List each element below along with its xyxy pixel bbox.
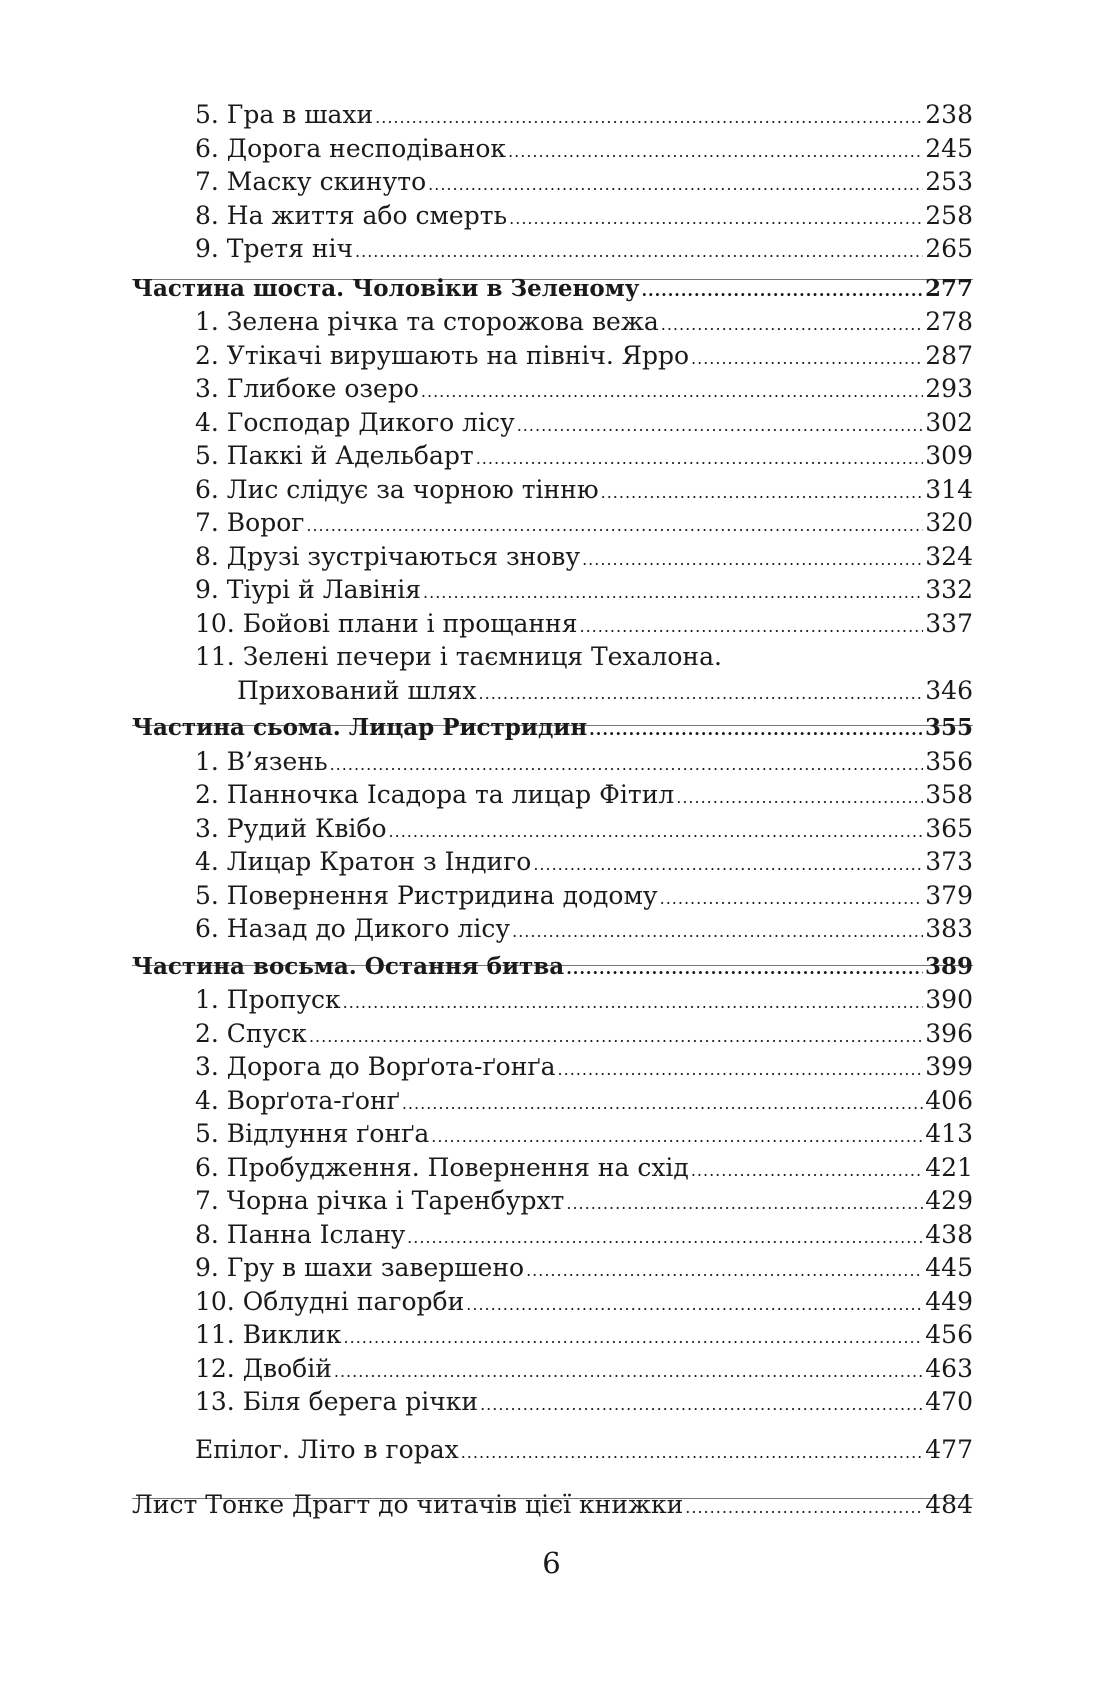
- entry-page: 373: [925, 847, 973, 876]
- dot-leader: [389, 815, 924, 849]
- toc-entry: [132, 1050, 973, 1084]
- entry-page: 356: [925, 746, 973, 776]
- toc-entry: [132, 812, 973, 846]
- entry-title: 4. Господар Дикого лісу: [195, 407, 515, 437]
- entry-page: 287: [925, 340, 973, 370]
- entry-title: 11. Виклик: [195, 1320, 342, 1349]
- entry-page: 438: [925, 1219, 973, 1249]
- dot-leader: [533, 848, 923, 882]
- entry-title: 2. Спуск: [195, 1018, 307, 1048]
- entry-page: 429: [925, 1186, 973, 1215]
- entry-page: 470: [925, 1387, 973, 1416]
- dot-leader: [343, 986, 924, 1020]
- entry-title: Прихований шлях: [237, 675, 477, 705]
- letter-entry: [132, 1488, 973, 1522]
- table-of-contents: [132, 98, 973, 1522]
- toc-entry: [132, 473, 973, 507]
- toc-entry: [132, 1285, 973, 1319]
- entry-title: Лист Тонке Драгт до читачів цієї книжки: [132, 1490, 684, 1519]
- entry-title: 5. Гра в шахи: [195, 100, 374, 129]
- dot-leader: [375, 101, 923, 135]
- part-page: 389: [924, 952, 973, 980]
- entry-page: 358: [925, 780, 973, 809]
- entry-page: 463: [925, 1353, 973, 1383]
- entry-title: 5. Паккі й Адельбарт: [195, 441, 474, 470]
- entry-title: 6. Назад до Дикого лісу: [195, 914, 511, 943]
- page-number: 6: [542, 1546, 561, 1580]
- dot-leader: [691, 342, 923, 376]
- entry-title: 1. Пропуск: [195, 985, 341, 1014]
- toc-entry: [132, 1251, 973, 1285]
- part-title: Частина сьома. Лицар Ристридин: [132, 714, 588, 741]
- dot-leader: [461, 1436, 924, 1470]
- part-page: 355: [924, 714, 973, 741]
- entry-title: 3. Рудий Квібо: [195, 813, 387, 843]
- entry-title: 8. Панна Ісланy: [195, 1219, 406, 1249]
- entry-page: 238: [925, 100, 973, 129]
- dot-leader: [641, 274, 923, 308]
- dot-leader: [509, 202, 923, 236]
- entry-title: 7. Чорна річка і Таренбурхт: [195, 1186, 565, 1215]
- toc-entry: [132, 372, 973, 406]
- toc-entry: [132, 506, 973, 540]
- entry-page: 383: [925, 914, 973, 943]
- entry-title: 8. На життя або смерть: [195, 200, 508, 230]
- toc-entry: [132, 232, 973, 266]
- entry-title: 10. Бойові плани і прощання: [195, 608, 578, 638]
- dot-leader: [421, 375, 923, 409]
- toc-entry: [132, 573, 973, 607]
- dot-leader: [517, 409, 924, 443]
- entry-page: 293: [925, 374, 973, 403]
- dot-leader: [685, 1491, 923, 1525]
- toc-entry: [132, 339, 973, 373]
- entry-title: 4. Лицар Кратон з Індиго: [195, 847, 532, 876]
- dot-leader: [423, 576, 923, 610]
- entry-title: 6. Лис слідує за чорною тінню: [195, 474, 599, 504]
- part-title: Частина шоста. Чоловіки в Зеленому: [132, 274, 640, 302]
- entry-page: 456: [925, 1320, 973, 1349]
- entry-page: 320: [925, 508, 973, 537]
- toc-entry: [132, 1084, 973, 1118]
- toc-entry: [132, 165, 973, 199]
- entry-title: 6. Пробудження. Повернення на схід: [195, 1152, 689, 1182]
- dot-leader: [466, 1288, 923, 1322]
- entry-title: 3. Глибоке озеро: [195, 374, 419, 403]
- dot-leader: [431, 1120, 923, 1154]
- entry-title: 5. Відлуння ґонґа: [195, 1119, 430, 1148]
- entry-page: 421: [925, 1152, 973, 1182]
- entry-title: Епілог. Літо в горах: [195, 1434, 459, 1464]
- dot-leader: [480, 1388, 923, 1422]
- entry-title: 4. Ворґота-ґонґ: [195, 1085, 400, 1115]
- toc-entry: [132, 439, 973, 473]
- entry-page: 302: [925, 407, 973, 437]
- dot-leader: [309, 1020, 923, 1054]
- entry-page: 365: [925, 813, 973, 843]
- entry-page: 337: [925, 608, 973, 638]
- toc-entry: [132, 1352, 973, 1386]
- toc-entry: [132, 1184, 973, 1218]
- dot-leader: [476, 442, 924, 476]
- dot-leader: [479, 677, 924, 711]
- entry-title: 7. Ворог: [195, 508, 305, 537]
- entry-page: 258: [925, 200, 973, 230]
- dot-leader: [334, 1355, 923, 1389]
- entry-page: 477: [925, 1434, 973, 1464]
- entry-title: 5. Повернення Ристридина додому: [195, 880, 658, 910]
- entry-title: 7. Маску скинуто: [195, 167, 427, 196]
- part-heading: [132, 950, 973, 984]
- toc-entry: [132, 1218, 973, 1252]
- toc-entry: [132, 745, 973, 779]
- entry-page: 346: [925, 675, 973, 705]
- entry-title: 1. Зелена річка та сторожова вежа: [195, 307, 659, 336]
- entry-title: 12. Двобій: [195, 1353, 332, 1383]
- entry-page: 379: [925, 880, 973, 910]
- toc-entry-multiline-first: [132, 640, 973, 674]
- entry-title: 10. Облудні пагорби: [195, 1286, 465, 1316]
- toc-entry: [132, 778, 973, 812]
- part-heading: [132, 272, 973, 306]
- entry-page: 484: [925, 1490, 973, 1519]
- dot-leader: [407, 1221, 923, 1255]
- entry-page: 314: [925, 474, 973, 504]
- toc-entry: [132, 1117, 973, 1151]
- entry-page: 309: [925, 441, 973, 470]
- entry-page: 245: [925, 133, 973, 163]
- dot-leader: [558, 1053, 924, 1087]
- toc-entry: [132, 132, 973, 166]
- epilogue-entry: [132, 1433, 973, 1467]
- dot-leader: [330, 748, 924, 782]
- toc-entry: [132, 98, 973, 132]
- entry-page: 265: [925, 234, 973, 263]
- dot-leader: [566, 1187, 923, 1221]
- toc-entry: [132, 1385, 973, 1419]
- entry-page: 332: [925, 575, 973, 604]
- entry-page: 253: [925, 167, 973, 196]
- toc-entry: [132, 607, 973, 641]
- dot-leader: [566, 952, 923, 986]
- dot-leader: [660, 882, 924, 916]
- entry-title: 9. Гру в шахи завершено: [195, 1253, 525, 1282]
- dot-leader: [589, 713, 923, 747]
- dot-leader: [579, 610, 923, 644]
- entry-page: 324: [925, 541, 973, 571]
- dot-leader: [344, 1321, 924, 1355]
- entry-title: 9. Третя ніч: [195, 234, 354, 263]
- entry-page: 396: [925, 1018, 973, 1048]
- dot-leader: [402, 1087, 923, 1121]
- entry-title: 13. Біля берега річки: [195, 1387, 479, 1416]
- entry-title: 2. Панночка Ісадора та лицар Фітил: [195, 780, 675, 809]
- entry-title: 8. Друзі зустрічаються знову: [195, 541, 581, 571]
- dot-leader: [601, 476, 924, 510]
- entry-title: 9. Тіурі й Лавінія: [195, 575, 422, 604]
- part-title: Частина восьма. Остання битва: [132, 952, 565, 980]
- dot-leader: [691, 1154, 923, 1188]
- entry-page: 449: [925, 1286, 973, 1316]
- toc-entry: [132, 199, 973, 233]
- toc-entry: [132, 879, 973, 913]
- entry-title: 11. Зелені печери і таємниця Техалона.: [195, 642, 722, 671]
- toc-entry: [132, 912, 973, 946]
- entry-title: 2. Утікачі вирушають на північ. Ярро: [195, 340, 690, 370]
- dot-leader: [676, 781, 923, 815]
- toc-entry: [132, 406, 973, 440]
- toc-entry: [132, 305, 973, 339]
- toc-entry: [132, 1318, 973, 1352]
- dot-leader: [582, 543, 923, 577]
- entry-page: 406: [925, 1085, 973, 1115]
- dot-leader: [508, 135, 923, 169]
- dot-leader: [512, 915, 923, 949]
- part-heading: [132, 711, 973, 745]
- entry-page: 413: [925, 1119, 973, 1148]
- toc-entry: [132, 1017, 973, 1051]
- entry-page: 399: [925, 1052, 973, 1081]
- toc-entry: [132, 1151, 973, 1185]
- dot-leader: [428, 168, 923, 202]
- entry-title: 1. В’язень: [195, 746, 328, 776]
- toc-entry: [132, 983, 973, 1017]
- entry-page: 390: [925, 985, 973, 1014]
- entry-page: 278: [925, 307, 973, 336]
- toc-entry: [132, 845, 973, 879]
- dot-leader: [526, 1254, 923, 1288]
- dot-leader: [355, 235, 923, 269]
- dot-leader: [661, 308, 924, 342]
- entry-page: 445: [925, 1253, 973, 1282]
- toc-entry-multiline-second: [132, 674, 973, 708]
- part-page: 277: [924, 274, 973, 302]
- entry-title: 3. Дорога до Ворґота-ґонґа: [195, 1052, 556, 1081]
- dot-leader: [306, 509, 923, 543]
- entry-title: 6. Дорога несподіванок: [195, 133, 507, 163]
- toc-entry: [132, 540, 973, 574]
